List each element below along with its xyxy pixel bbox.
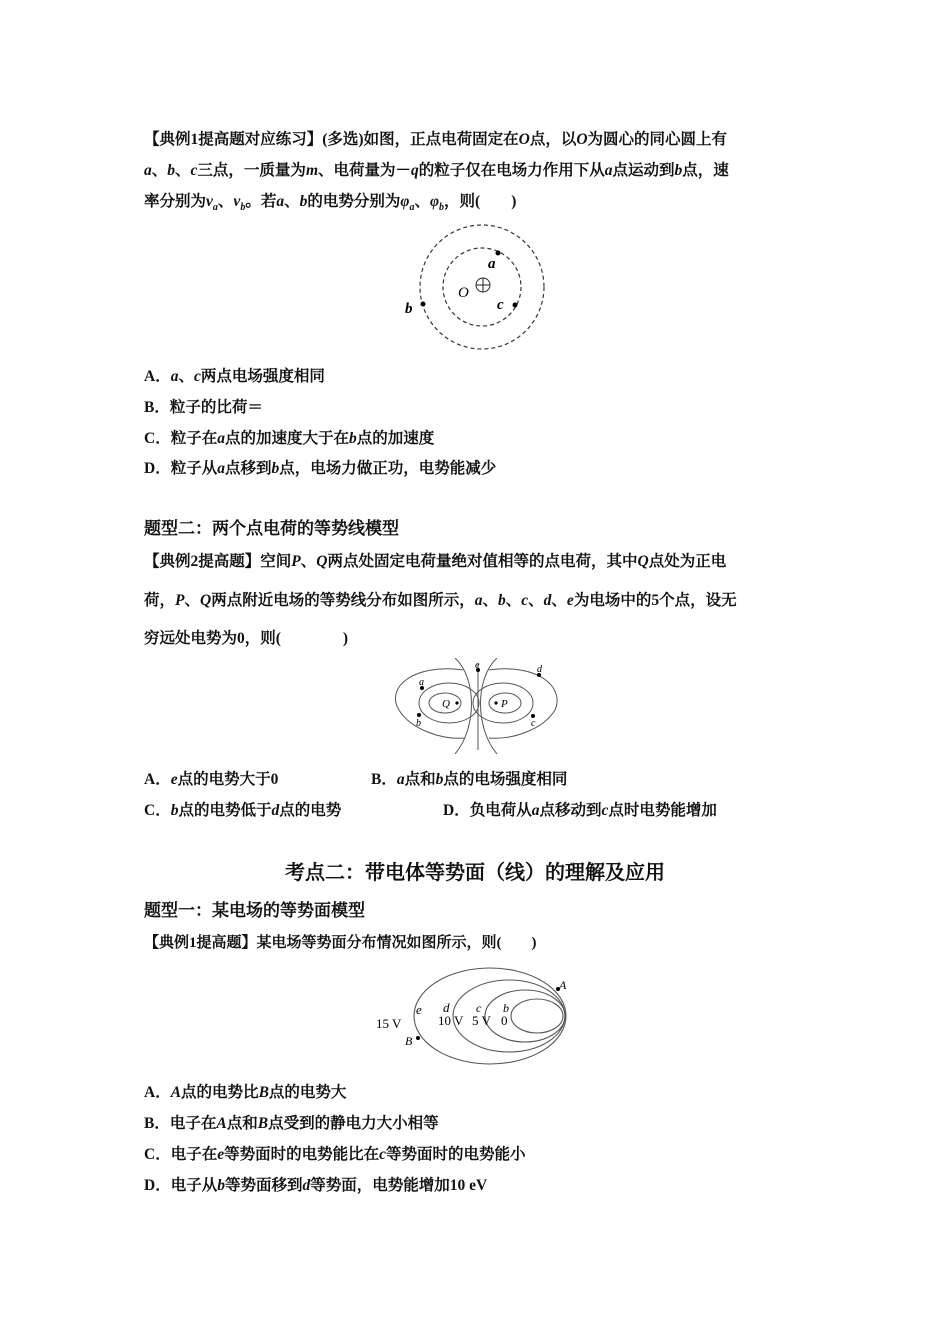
label-Q: Q [442,698,450,710]
q1-line-1: 【典例1提高题对应练习】(多选)如图，正点电荷固定在O点，以O为圆心的同心圆上有 [144,131,728,148]
charge-P [494,701,497,704]
q3-equipotential-surfaces-figure [370,960,575,1070]
label-b: b [405,301,413,317]
q3-option-b: B．电子在A点和B点受到的静电力大小相等 [144,1115,439,1132]
point-b [417,713,421,717]
q1-option-b: B．粒子的比荷＝ [144,399,263,416]
inner-circle [443,248,521,326]
surface-b [511,999,563,1033]
section2-title: 考点二：带电体等势面（线）的理解及应用 [285,862,665,884]
label-d: d [443,1000,450,1015]
label-e: e [475,660,480,671]
q1-multi: (多选) [322,131,364,148]
q2-option-b: B．a点和b点的电场强度相同 [371,771,568,788]
point-a [496,251,501,256]
label-a: a [419,677,424,688]
section2-type1-heading: 题型一：某电场的等势面模型 [144,901,365,920]
q1-concentric-circles-figure [395,218,555,353]
point-c [513,303,518,308]
label-0: 0 [501,1013,508,1028]
label-c: c [497,297,504,313]
label-O: O [458,285,469,301]
q1-line-3: 率分别为$v_a$、$v_b$。若a、b的电势分别为$\varphi_a$、$\varphi_b$，则( ) [144,193,517,214]
label-A: A [559,978,567,992]
label-b: b [416,718,421,729]
q2-line-2: 荷，P、Q两点附近电场的等势线分布如图所示，a、b、c、d、e为电场中的5个点，设无 [144,592,737,609]
q2-line-1: 【典例2提高题】空间P、Q两点处固定电荷量绝对值相等的点电荷，其中Q点处为正电 [144,553,727,570]
label-e: e [416,1002,422,1017]
q1-tag: 【典例1提高题对应练习】 [144,131,323,148]
q2-option-a: A．e点的电势大于0 [144,771,279,788]
label-5v: 5 V [472,1013,491,1028]
surface-d [453,980,565,1052]
label-15v: 15 V [376,1016,402,1031]
label-c: c [531,718,536,729]
label-B: B [405,1034,413,1048]
q2-option-row-1 [144,767,278,789]
q3-option-d: D．电子从b等势面移到d等势面，电势能增加10 eV [144,1177,488,1194]
label-d: d [537,664,542,675]
q2-line-3: 穷远处电势为0，则( ) [144,630,349,647]
label-b: b [503,1001,509,1015]
q1-line-2: a、b、c三点，一质量为m、电荷量为－q的粒子仅在电场力作用下从a点运动到b点，速 [144,162,729,179]
label-10v: 10 V [438,1013,464,1028]
q3-tag: 【典例1提高题】 [144,935,257,951]
q1-option-a: A．a、c两点电场强度相同 [144,368,325,385]
q1-option-c: C．粒子在a点的加速度大于在b点的加速度 [144,430,435,447]
label-a: a [488,256,496,272]
type2-heading: 题型二：两个点电荷的等势线模型 [144,519,399,538]
label-P: P [501,698,508,710]
outer-circle [420,225,544,349]
point-B [416,1036,420,1040]
q1-option-d: D．粒子从a点移到b点，电场力做正功，电势能减少 [144,460,497,477]
label-c: c [476,1001,482,1015]
surface-c [485,990,565,1042]
q3-option-a: A．A点的电势比B点的电势大 [144,1084,347,1101]
q2-option-d: D．负电荷从a点移动到c点时电势能增加 [443,802,717,819]
q2-option-c: C．b点的电势低于d点的电势 [144,802,342,819]
q3-option-c: C．电子在e等势面时的电势能比在c等势面时的电势能小 [144,1146,526,1163]
charge-Q [455,701,458,704]
q2-equipotential-figure [393,658,563,754]
q3-line-1: 【典例1提高题】某电场等势面分布情况如图所示，则( ) [144,935,537,951]
q2-tag: 【典例2提高题】 [144,553,261,570]
point-b [421,302,426,307]
